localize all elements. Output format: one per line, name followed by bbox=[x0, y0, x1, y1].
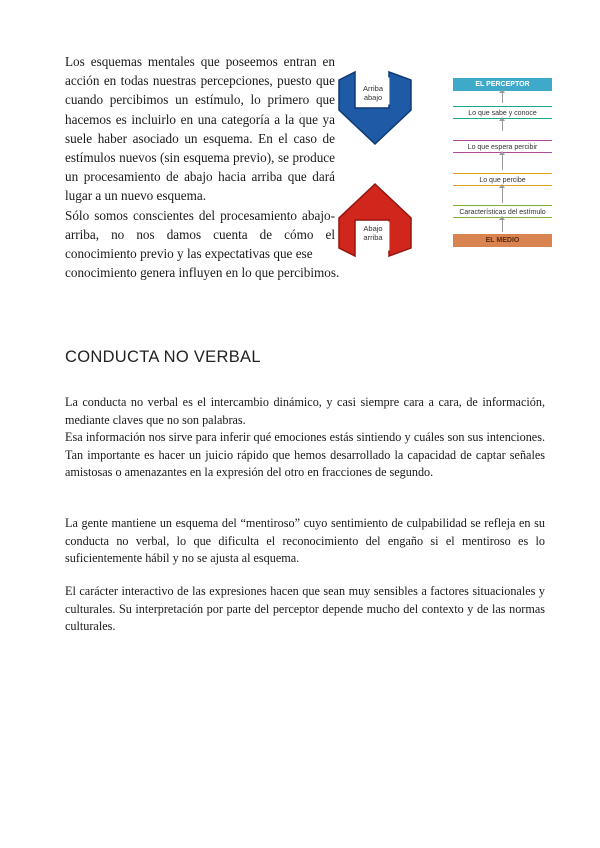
level-perceptor: EL PERCEPTOR bbox=[453, 78, 552, 91]
connector-5 bbox=[502, 220, 503, 232]
level-perceived: Lo que percibe bbox=[453, 173, 552, 186]
section-title: CONDUCTA NO VERBAL bbox=[65, 348, 261, 366]
perception-diagram bbox=[335, 58, 560, 258]
connector-3 bbox=[502, 155, 503, 170]
section-paragraph-3-text: El carácter interactivo de las expresiones hacen que sean muy sensibles a factores situacionales y culturales. Su interpretación por parte del perceptor depende mucho del contexto y de las normas culturales. bbox=[65, 584, 545, 634]
level-environment: EL MEDIO bbox=[453, 234, 552, 247]
connector-1 bbox=[502, 93, 503, 103]
section-paragraph-1b: Esa información nos sirve para inferir qué emociones estás sintiendo y cuáles son sus intenciones. Tan importante es hacer un juicio rápido que hemos desarrollado la capacidad de captar señales amistosas o amenazantes en la expresión del otro en fracciones de segundo. bbox=[65, 430, 545, 480]
level-stimulus: Características del estímulo bbox=[453, 205, 552, 218]
section-paragraph-3 bbox=[65, 583, 545, 636]
intro-paragraph-2-last-line: conocimiento genera influyen en lo que percibimos. bbox=[65, 265, 340, 281]
connector-2 bbox=[502, 121, 503, 131]
arrow-up-label: Abajo arriba bbox=[363, 224, 383, 242]
intro-paragraph-2: Sólo somos conscientes del procesamiento abajo-arriba, no nos damos cuenta de cómo el conocimiento previo y las expectativas que ese bbox=[65, 207, 335, 262]
section-paragraph-1 bbox=[65, 394, 545, 482]
arrow-down-icon bbox=[335, 68, 415, 148]
section-paragraph-1a: La conducta no verbal es el intercambio dinámico, y casi siempre cara a cara, de información, mediante claves que no son palabras. bbox=[65, 395, 545, 427]
level-expectation: Lo que espera percibir bbox=[453, 140, 552, 153]
arrow-down-label: Arriba abajo bbox=[362, 84, 383, 102]
section-paragraph-2 bbox=[65, 515, 545, 568]
intro-paragraph-1: Los esquemas mentales que poseemos entran en acción en todas nuestras percepciones, puesto que cuando percibimos un estímulo, lo primero que hacemos es incluirlo en una categoría a la que ya suele haber asociado un esquema. En el caso de estímulos nuevos (sin esquema previo), se produce un procesamiento de abajo hacia arriba que dará lugar a un nuevo esquema. bbox=[65, 54, 335, 204]
arrow-up-icon bbox=[335, 180, 415, 260]
connector-4 bbox=[502, 188, 503, 203]
section-paragraph-2-text: La gente mantiene un esquema del “mentiroso” cuyo sentimiento de culpabilidad se refleja en su conducta no verbal, lo que dificulta el reconocimiento del engaño si el mentiroso es lo suficientemente hábil y no se ajusta al esquema. bbox=[65, 516, 545, 566]
level-knowledge: Lo que sabe y conoce bbox=[453, 106, 552, 119]
intro-text bbox=[65, 52, 340, 282]
